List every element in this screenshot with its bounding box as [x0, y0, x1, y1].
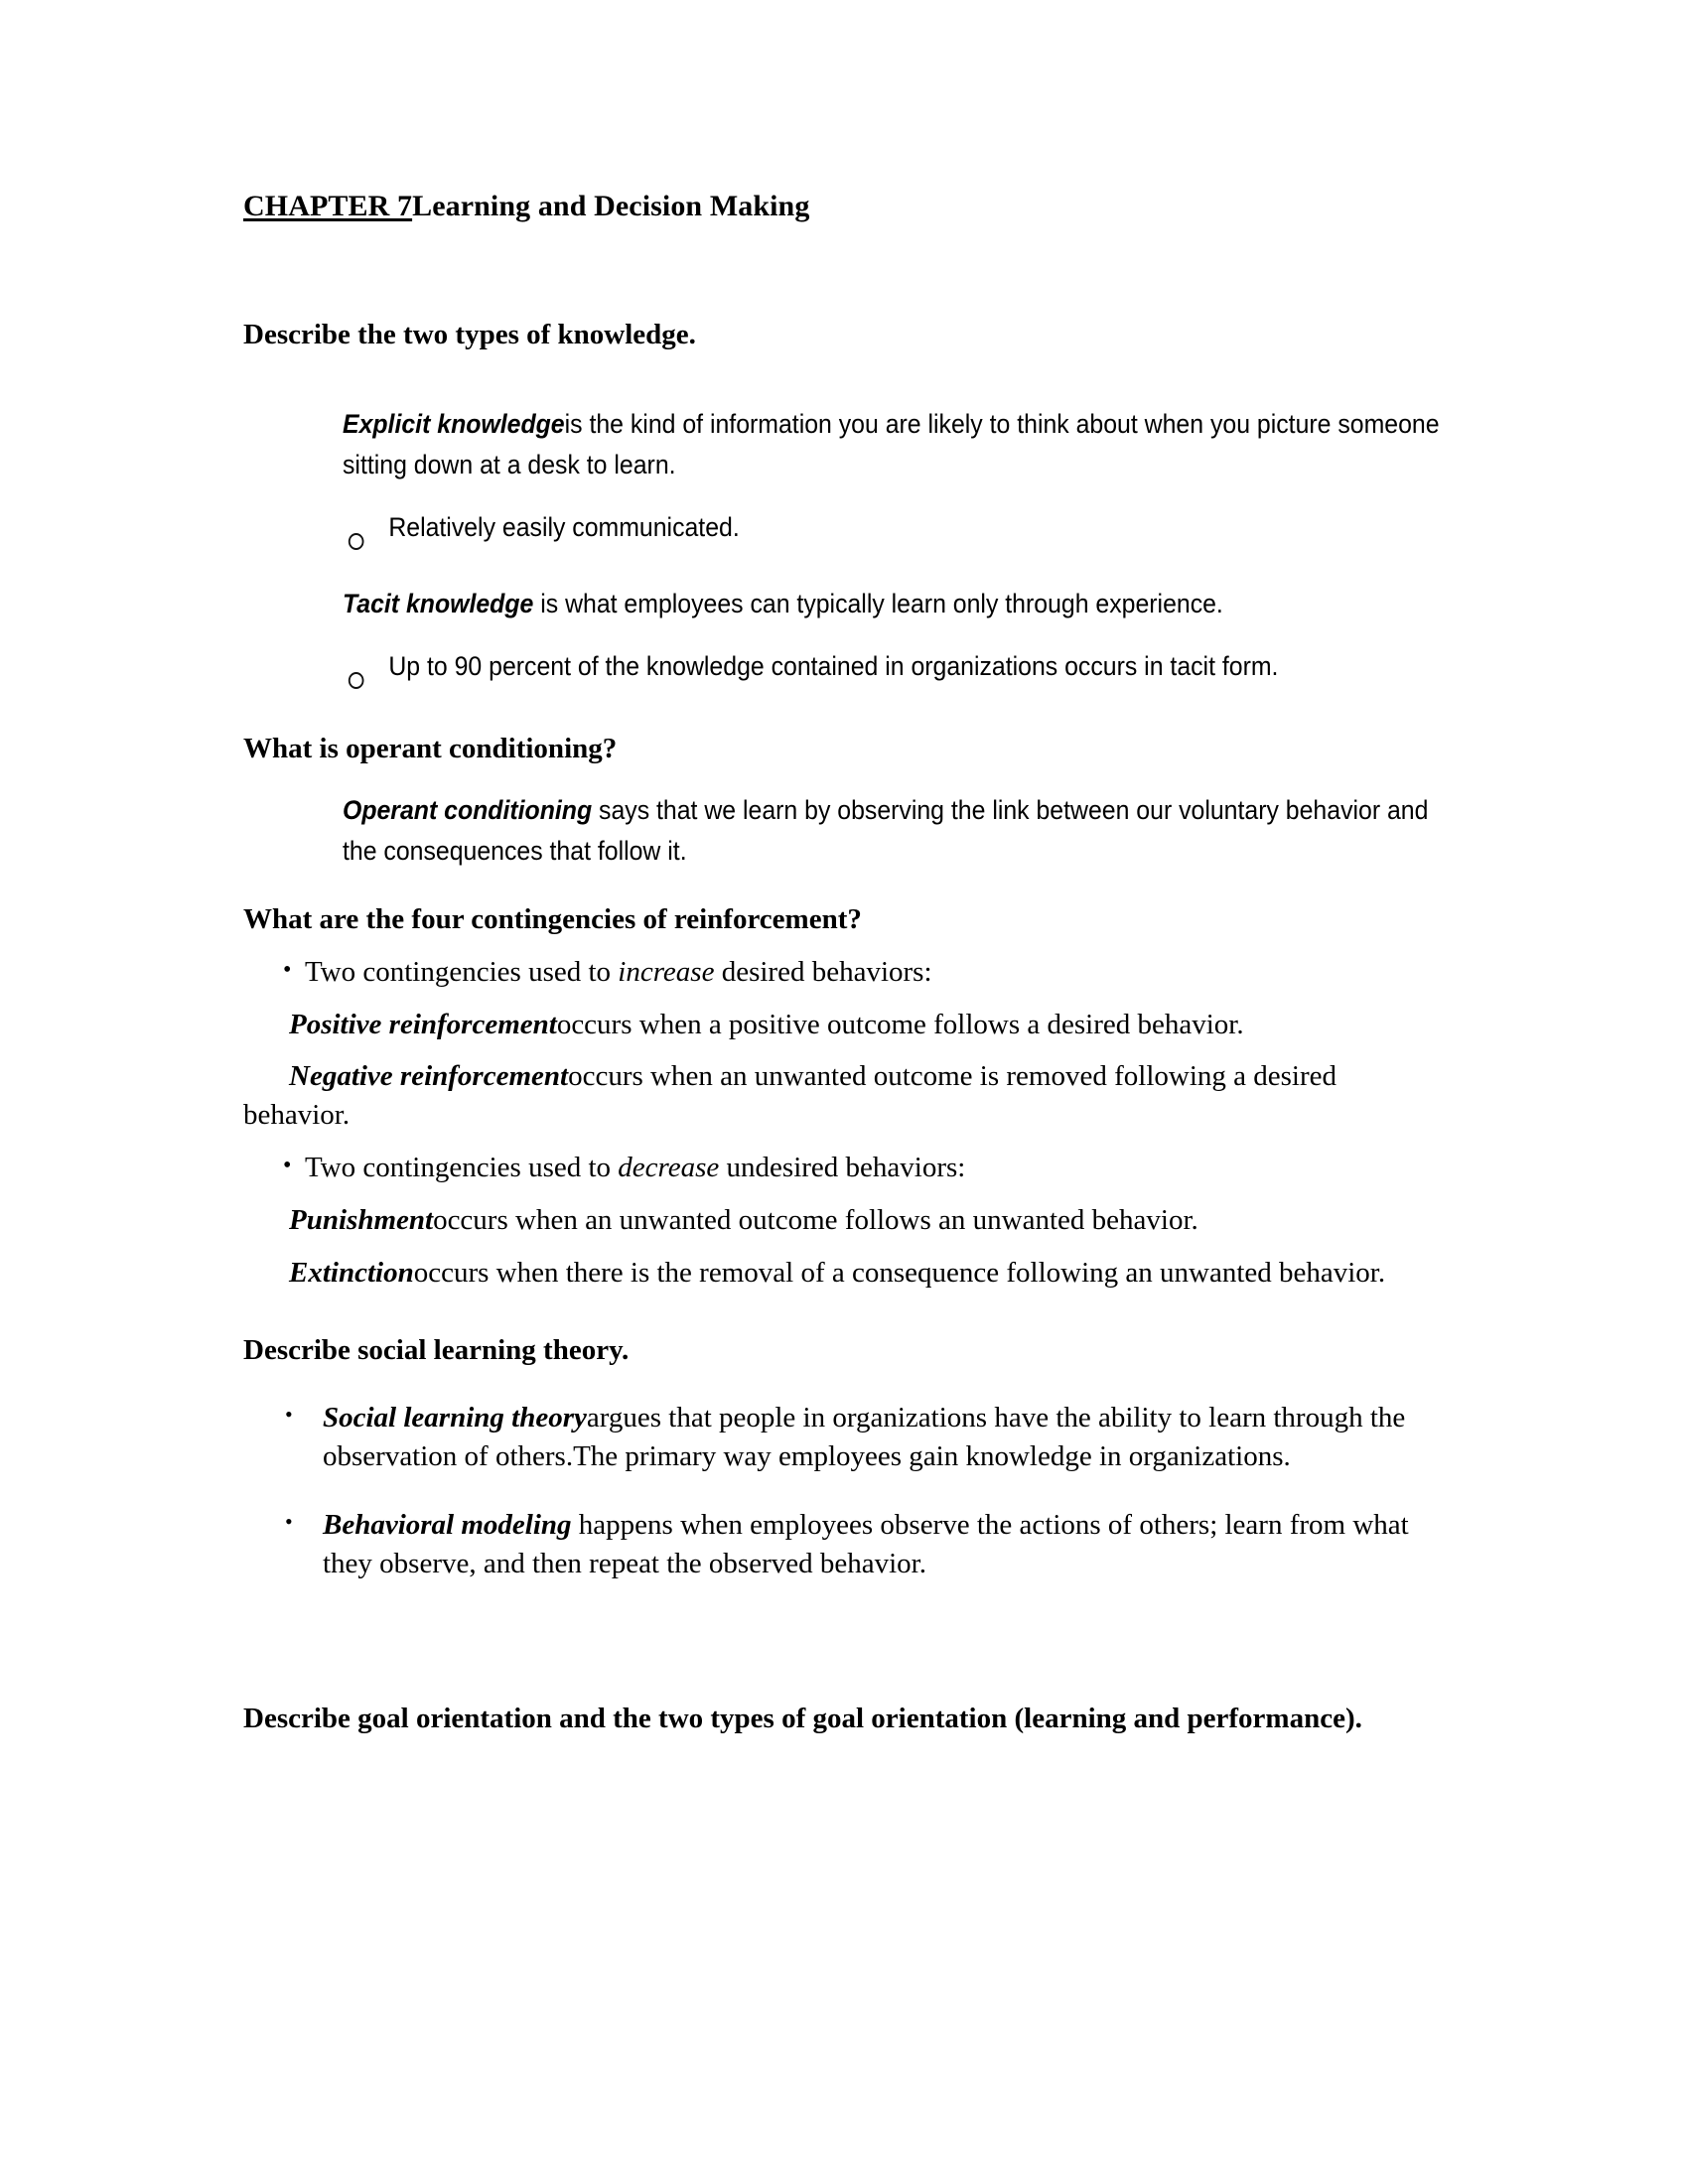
- term-positive-reinforcement: Positive reinforcement: [289, 1008, 557, 1040]
- term-explicit-knowledge: Explicit knowledge: [343, 409, 565, 440]
- term-negative-reinforcement: Negative reinforcement: [289, 1060, 569, 1093]
- list-item-label: Relatively easily communicated.: [388, 512, 740, 543]
- knowledge-bullets-2: [243, 646, 1450, 701]
- section-heading-social-learning: Describe social learning theory.: [243, 1333, 630, 1366]
- list-item: [243, 1399, 1450, 1476]
- bullet-text-after: desired behaviors:: [714, 955, 932, 988]
- paragraph-punishment: [243, 1201, 1450, 1240]
- dot-bullet-icon: •: [285, 1509, 293, 1535]
- spacer: [243, 354, 1450, 404]
- spacer: [243, 1369, 1450, 1399]
- paragraph-text: occurs when a positive outcome follows a desired behavior.: [556, 1008, 1244, 1040]
- term-social-learning-theory: Social learning theory: [323, 1402, 587, 1434]
- list-item: [243, 1506, 1450, 1583]
- spacer: [243, 1135, 1450, 1149]
- circle-bullet-icon: [301, 507, 388, 562]
- spacer: [243, 701, 1450, 731]
- title-rest-label: Learning and Decision Making: [412, 190, 810, 222]
- spacer: [243, 624, 1450, 646]
- spacer: [243, 1293, 1450, 1332]
- bullet-text-before: Two contingencies used to: [305, 955, 619, 988]
- term-behavioral-modeling: Behavioral modeling: [323, 1509, 572, 1542]
- spacer: [243, 1476, 1450, 1506]
- spacer: [243, 562, 1450, 584]
- knowledge-body: [243, 404, 1450, 485]
- paragraph-operant-conditioning: [343, 790, 1450, 872]
- bullet-text-before: Two contingencies used to: [305, 1152, 619, 1184]
- section-heading-goal-orientation: Describe goal orientation and the two types of goal orientation (learning and performance).: [243, 1702, 1362, 1734]
- paragraph-tacit-knowledge: [343, 584, 1450, 624]
- list-item-label: [323, 1399, 1450, 1476]
- term-tacit-knowledge: Tacit knowledge: [343, 589, 534, 619]
- bullet-emphasis: increase: [618, 955, 715, 988]
- list-item: [243, 953, 1450, 992]
- paragraph-explicit-knowledge: [343, 404, 1450, 485]
- term-punishment: Punishment: [289, 1203, 434, 1236]
- list-item-label: [305, 953, 1450, 992]
- list-item-label: [323, 1506, 1450, 1583]
- section-heading-knowledge: Describe the two types of knowledge.: [243, 319, 696, 351]
- list-item-label: [305, 1149, 1450, 1187]
- term-extinction: Extinction: [289, 1256, 414, 1289]
- page-title: [243, 189, 1450, 223]
- paragraph-text: occurs when an unwanted outcome is removed following a desired behavior.: [243, 1060, 1336, 1132]
- spacer: [243, 939, 1450, 953]
- list-item: [301, 646, 1450, 701]
- circle-bullet-icon: [301, 646, 388, 701]
- section-heading-contingencies: What are the four contingencies of reinforcement?: [243, 902, 862, 935]
- bullet-emphasis: decrease: [618, 1152, 720, 1184]
- operant-body: [243, 790, 1450, 872]
- paragraph-text: says that we learn by observing the link between our voluntary behavior and the consequences that follow it.: [343, 794, 1429, 866]
- knowledge-bullets-1: [243, 507, 1450, 562]
- spacer: [243, 485, 1450, 507]
- list-item: [243, 1149, 1450, 1187]
- spacer: [243, 1583, 1450, 1701]
- bullet-text: happens when employees observe the actions of others; learn from what they observe, and then repeat the observed behavior.: [323, 1509, 1409, 1579]
- bullet-text: argues that people in organizations have the ability to learn through the observation of others.The primary way employees gain knowledge in organizations.: [323, 1402, 1406, 1473]
- paragraph-text: is what employees can typically learn only through experience.: [533, 589, 1223, 619]
- spacer: [243, 768, 1450, 790]
- dot-bullet-icon: •: [285, 1402, 293, 1428]
- bullet-text-after: undesired behaviors:: [719, 1152, 966, 1184]
- paragraph-negative-reinforcement: [243, 1057, 1450, 1135]
- section-heading-operant: What is operant conditioning?: [243, 733, 618, 765]
- paragraph-text: occurs when there is the removal of a consequence following an unwanted behavior.: [413, 1256, 1386, 1289]
- document-content: [243, 189, 1450, 1738]
- spacer: [243, 1043, 1450, 1057]
- spacer: [243, 1240, 1450, 1254]
- list-item: [301, 507, 1450, 562]
- title-chapter-label: CHAPTER 7: [243, 190, 413, 222]
- paragraph-positive-reinforcement: [243, 1006, 1450, 1044]
- spacer: [243, 992, 1450, 1006]
- spacer: [243, 1187, 1450, 1201]
- term-operant-conditioning: Operant conditioning: [343, 794, 593, 825]
- tacit-body: [243, 584, 1450, 624]
- paragraph-extinction: [243, 1254, 1450, 1293]
- spacer: [243, 872, 1450, 901]
- dot-bullet-icon: •: [283, 956, 292, 983]
- list-item-label: Up to 90 percent of the knowledge contained in organizations occurs in tacit form.: [388, 651, 1279, 682]
- spacer: [243, 223, 1450, 317]
- paragraph-text: occurs when an unwanted outcome follows an unwanted behavior.: [433, 1203, 1198, 1236]
- paragraph-text: is the kind of information you are likely to think about when you picture someone sitting down at a desk to learn.: [343, 409, 1440, 480]
- dot-bullet-icon: •: [283, 1153, 292, 1179]
